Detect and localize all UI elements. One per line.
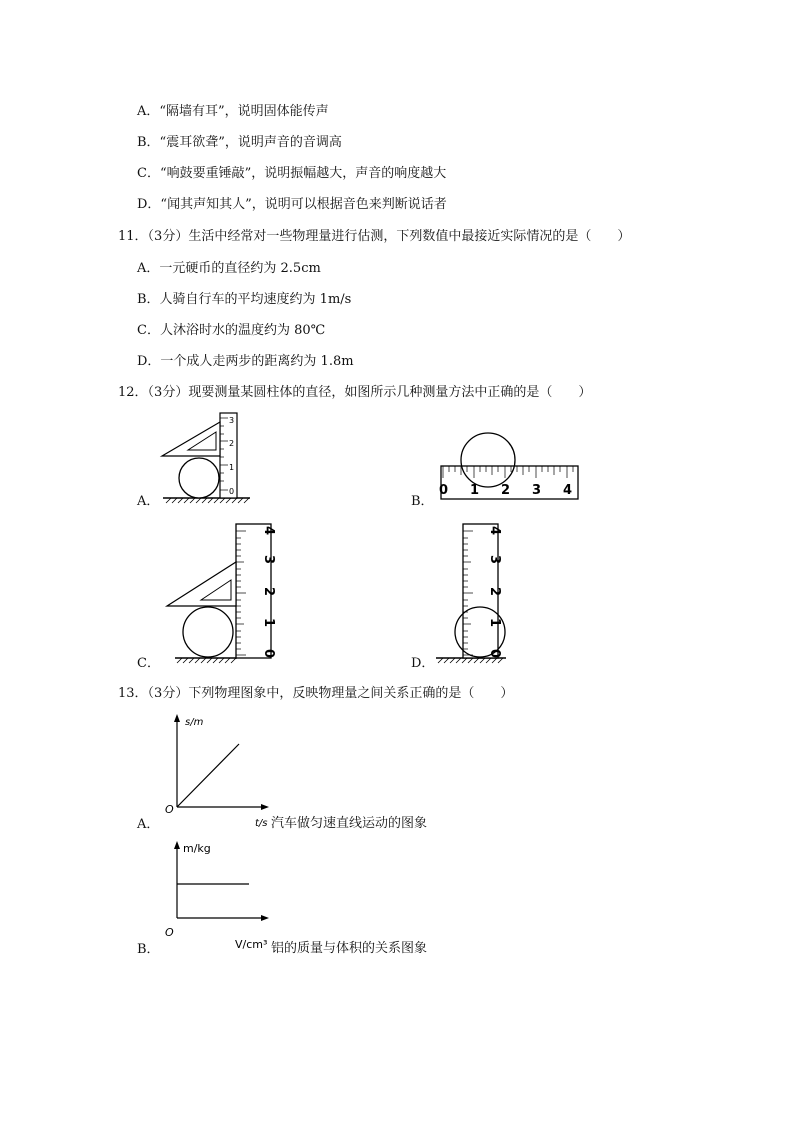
fig-b-tick-3: 3: [532, 483, 542, 498]
fig-b-tick-4: 4: [563, 483, 573, 498]
fig-b-tick-2: 2: [501, 483, 511, 498]
fig-c-tick-4: 4: [261, 526, 276, 536]
fig-d-tick-3: 3: [487, 555, 502, 565]
q11-option-d: D．一个成人走两步的距离约为 1.8m: [137, 354, 354, 369]
graph-b-x-label: V/cm³: [235, 938, 268, 951]
q12-label-d: D．: [411, 656, 435, 671]
q11-stem: 11．（3分）生活中经常对一些物理量进行估测，下列数值中最接近实际情况的是（ ）: [118, 229, 631, 244]
fig-a-tick-3: 3: [229, 416, 235, 425]
graph-b-caption: 铝的质量与体积的关系图象: [271, 941, 428, 956]
q11-option-c: C．人沐浴时水的温度约为 80℃: [137, 323, 326, 338]
graph-b-y-label: m/kg: [183, 842, 211, 855]
fig-b-tick-0: 0: [439, 483, 449, 498]
fig-a-tick-2: 2: [229, 439, 235, 448]
graph-a-caption: 汽车做匀速直线运动的图象: [271, 816, 428, 831]
fig-a-tick-1: 1: [229, 463, 235, 472]
fig-c-tick-2: 2: [261, 587, 276, 597]
fig-c-tick-1: 1: [261, 618, 276, 628]
q10-option-c: C．“响鼓要重锤敲”，说明振幅越大，声音的响度越大: [137, 166, 447, 181]
q12-label-c: C．: [137, 656, 160, 671]
q13-stem: 13．（3分）下列物理图象中，反映物理量之间关系正确的是（ ）: [118, 686, 514, 701]
q13-label-a: A．: [137, 817, 160, 832]
fig-c-tick-3: 3: [261, 555, 276, 565]
q13-graph-b: [165, 838, 285, 958]
fig-d-tick-0: 0: [487, 649, 502, 659]
q13-graph-a: [165, 712, 275, 832]
fig-b-tick-1: 1: [470, 483, 480, 498]
q12-label-b: B．: [411, 494, 434, 509]
q13-label-b: B．: [137, 942, 160, 957]
q12-label-a: A．: [137, 494, 160, 509]
fig-d-tick-1: 1: [487, 618, 502, 628]
graph-b-origin: O: [165, 926, 174, 939]
fig-c-tick-0: 0: [261, 649, 276, 659]
fig-d-tick-2: 2: [487, 587, 502, 597]
q12-figure-d: [434, 520, 524, 670]
q12-figure-c: [165, 520, 285, 670]
q10-option-a: A．“隔墙有耳”，说明固体能传声: [137, 104, 329, 119]
q12-stem: 12．（3分）现要测量某圆柱体的直径，如图所示几种测量方法中正确的是（ ）: [118, 385, 592, 400]
fig-d-tick-4: 4: [487, 526, 502, 536]
q12-figure-b: [438, 430, 588, 500]
q10-option-b: B．“震耳欲聋”，说明声音的音调高: [137, 135, 342, 150]
q10-option-d: D．“闻其声知其人”，说明可以根据音色来判断说话者: [137, 197, 447, 212]
q11-option-b: B．人骑自行车的平均速度约为 1m/s: [137, 292, 352, 307]
fig-a-tick-0: 0: [229, 487, 235, 496]
graph-a-y-label: s/m: [185, 717, 204, 728]
graph-a-x-label: t/s: [255, 818, 268, 829]
q11-option-a: A．一元硬币的直径约为 2.5cm: [137, 261, 321, 276]
graph-a-origin: O: [165, 803, 174, 816]
q12-figure-a: [158, 410, 268, 505]
